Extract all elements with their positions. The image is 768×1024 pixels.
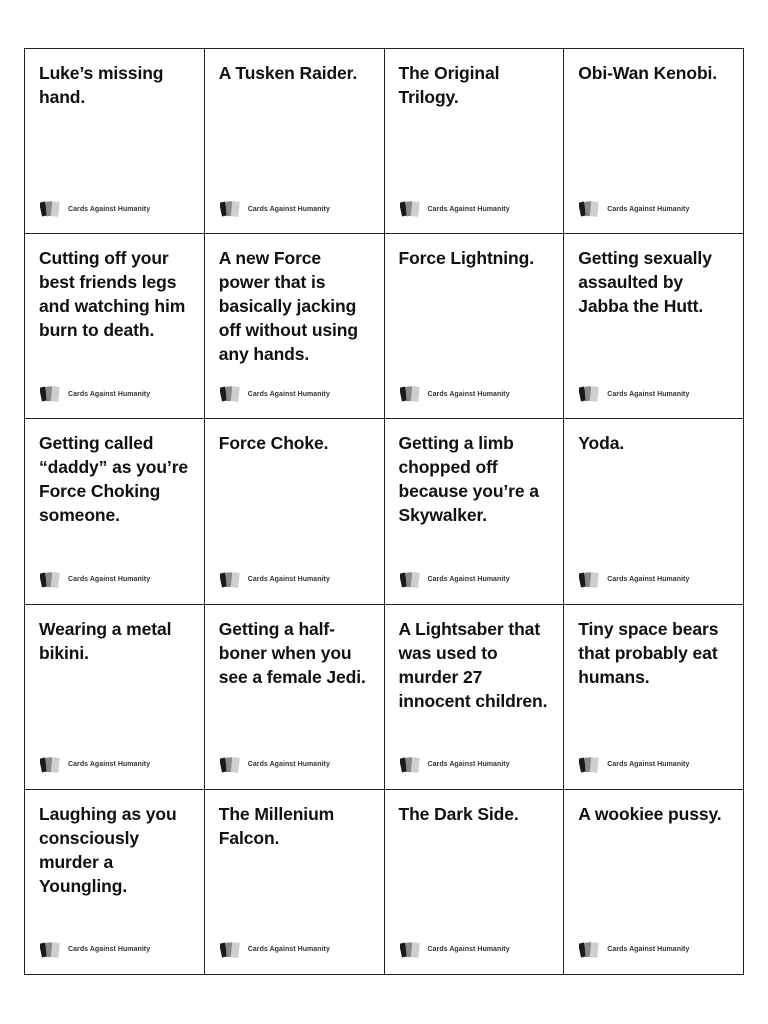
- card-text: Yoda.: [578, 433, 625, 454]
- brand-name: Cards Against Humanity: [607, 576, 690, 584]
- card-text: A Lightsaber that was used to murder 27 innocent children.: [398, 618, 548, 711]
- brand-name: Cards Against Humanity: [247, 761, 330, 769]
- card-brand: [40, 200, 150, 218]
- card-text: Wearing a metal bikini.: [39, 618, 172, 663]
- card-text: Luke’s missing hand.: [39, 63, 164, 107]
- card-brand: [400, 571, 510, 589]
- answer-card: [25, 234, 205, 419]
- card-text: Getting sexually assaulted by Jabba the Hutt.: [578, 248, 712, 317]
- answer-card: [385, 49, 565, 234]
- card-brand: [220, 571, 330, 589]
- brand-name: Cards Against Humanity: [427, 946, 510, 954]
- answer-card: [385, 234, 565, 419]
- cah-card-stack-icon: [400, 941, 422, 959]
- cah-card-stack-icon: [40, 571, 62, 589]
- card-text: Getting a half-boner when you see a female Jedi.: [218, 618, 366, 687]
- cah-card-stack-icon: [220, 571, 242, 589]
- brand-name: Cards Against Humanity: [607, 390, 690, 398]
- card-brand: [220, 756, 330, 774]
- card-sheet: [24, 48, 744, 975]
- cah-card-stack-icon: [220, 200, 242, 218]
- brand-name: Cards Against Humanity: [427, 390, 510, 398]
- brand-name: Cards Against Humanity: [247, 390, 330, 398]
- brand-name: Cards Against Humanity: [68, 390, 151, 398]
- brand-name: Cards Against Humanity: [247, 205, 330, 213]
- card-brand: [400, 385, 510, 403]
- card-brand: [579, 756, 689, 774]
- card-text: Tiny space bears that probably eat humans.: [578, 618, 719, 687]
- answer-card: [564, 790, 744, 975]
- answer-card: [25, 49, 205, 234]
- answer-card: [564, 605, 744, 790]
- brand-name: Cards Against Humanity: [68, 205, 151, 213]
- answer-card: [385, 790, 565, 975]
- cah-card-stack-icon: [400, 385, 422, 403]
- card-text: Getting called “daddy” as you’re Force Choking someone.: [39, 433, 189, 526]
- brand-name: Cards Against Humanity: [427, 761, 510, 769]
- answer-card: [564, 419, 744, 604]
- answer-card: [25, 790, 205, 975]
- card-text: Force Choke.: [218, 433, 329, 454]
- card-brand: [579, 200, 689, 218]
- answer-card: [205, 605, 385, 790]
- cah-card-stack-icon: [400, 571, 422, 589]
- cah-card-stack-icon: [40, 941, 62, 959]
- card-text: Force Lightning.: [398, 248, 534, 269]
- answer-card: [25, 419, 205, 604]
- cah-card-stack-icon: [220, 941, 242, 959]
- card-brand: [400, 756, 510, 774]
- card-brand: [220, 941, 330, 959]
- cah-card-stack-icon: [579, 756, 601, 774]
- cah-card-stack-icon: [579, 941, 601, 959]
- brand-name: Cards Against Humanity: [427, 576, 510, 584]
- card-brand: [579, 385, 689, 403]
- brand-name: Cards Against Humanity: [68, 761, 151, 769]
- card-text: Obi-Wan Kenobi.: [578, 63, 718, 83]
- cah-card-stack-icon: [579, 200, 601, 218]
- answer-card: [385, 605, 565, 790]
- answer-card: [25, 605, 205, 790]
- cah-card-stack-icon: [400, 200, 422, 218]
- cah-card-stack-icon: [40, 385, 62, 403]
- card-text: The Dark Side.: [398, 803, 519, 824]
- brand-name: Cards Against Humanity: [68, 946, 151, 954]
- card-brand: [40, 385, 150, 403]
- card-text: The Original Trilogy.: [398, 63, 500, 107]
- card-brand: [40, 571, 150, 589]
- card-text: A new Force power that is basically jacking off without using any hands.: [218, 248, 358, 365]
- answer-card: [205, 790, 385, 975]
- brand-name: Cards Against Humanity: [68, 576, 151, 584]
- brand-name: Cards Against Humanity: [247, 946, 330, 954]
- card-text: Cutting off your best friends legs and watching him burn to death.: [39, 248, 186, 341]
- answer-card: [564, 49, 744, 234]
- card-text: Laughing as you consciously murder a Youngling.: [39, 803, 177, 896]
- card-text: A Tusken Raider.: [218, 63, 358, 83]
- answer-card: [205, 419, 385, 604]
- brand-name: Cards Against Humanity: [607, 946, 690, 954]
- answer-card: [205, 49, 385, 234]
- card-brand: [579, 571, 689, 589]
- cah-card-stack-icon: [220, 756, 242, 774]
- card-brand: [40, 756, 150, 774]
- brand-name: Cards Against Humanity: [607, 761, 690, 769]
- brand-name: Cards Against Humanity: [247, 576, 330, 584]
- cah-card-stack-icon: [400, 756, 422, 774]
- cah-card-stack-icon: [40, 756, 62, 774]
- card-text: Getting a limb chopped off because you’re a Skywalker.: [398, 433, 539, 526]
- brand-name: Cards Against Humanity: [427, 205, 510, 213]
- cah-card-stack-icon: [579, 385, 601, 403]
- card-brand: [220, 200, 330, 218]
- cah-card-stack-icon: [579, 571, 601, 589]
- card-brand: [400, 200, 510, 218]
- cah-card-stack-icon: [40, 200, 62, 218]
- brand-name: Cards Against Humanity: [607, 205, 690, 213]
- card-brand: [220, 385, 330, 403]
- card-text: A wookiee pussy.: [578, 803, 722, 824]
- answer-card: [205, 234, 385, 419]
- card-brand: [579, 941, 689, 959]
- card-brand: [40, 941, 150, 959]
- answer-card: [385, 419, 565, 604]
- answer-card: [564, 234, 744, 419]
- card-brand: [400, 941, 510, 959]
- cah-card-stack-icon: [220, 385, 242, 403]
- card-text: The Millenium Falcon.: [218, 803, 335, 848]
